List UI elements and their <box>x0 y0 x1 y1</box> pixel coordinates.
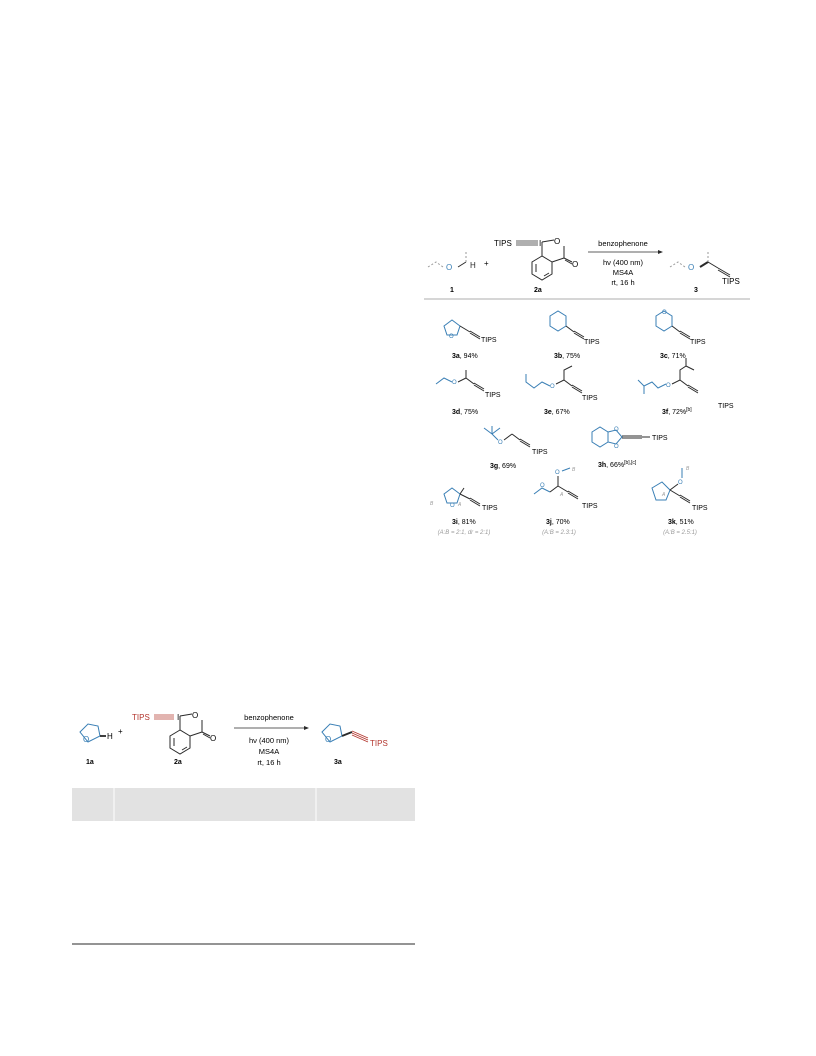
condition-2: hν (400 nm) <box>248 736 290 745</box>
tips-group: TIPS <box>485 392 501 399</box>
benziodoxolone-structure <box>170 714 210 754</box>
oxygen-atom: O <box>614 444 619 450</box>
entry-3i <box>430 488 498 536</box>
site-b-label: B <box>572 467 576 473</box>
tips-group: TIPS <box>582 503 598 510</box>
substrate-scope-figure <box>422 222 752 552</box>
site-a-label: A <box>560 492 564 498</box>
iodine-atom: I <box>177 713 180 722</box>
tips-group: TIPS <box>584 339 600 346</box>
product-tips: TIPS <box>370 739 388 748</box>
condition-1: benzophenone <box>598 239 648 248</box>
condition-2: hν (400 nm) <box>602 258 644 267</box>
tips-group: TIPS <box>692 505 708 512</box>
tips-group: TIPS <box>582 395 598 402</box>
hydrogen-atom: H <box>470 261 476 270</box>
entry-label: 3c, 71% <box>660 353 686 360</box>
site-b-label: B <box>686 466 690 472</box>
condition-4: rt, 16 h <box>257 758 281 767</box>
oxygen-atom: O <box>452 380 457 386</box>
oxygen-atom: O <box>555 470 560 476</box>
entry-3a <box>444 320 497 360</box>
substrate-label: 1 <box>450 287 454 294</box>
entry-label: 3g, 69% <box>490 463 517 470</box>
condition-3: MS4A <box>612 268 634 277</box>
entry-label: 3d, 75% <box>452 409 479 416</box>
plus-sign: + <box>118 727 123 736</box>
alkyne-bond <box>516 241 538 245</box>
product-label: 3 <box>694 287 698 294</box>
oxygen-atom: O <box>540 483 545 489</box>
entry-label: 3i, 81% <box>452 519 476 526</box>
entry-3b <box>550 311 600 360</box>
tips-group: TIPS <box>494 239 512 248</box>
table-header <box>72 788 415 821</box>
hydrogen-atom: H <box>107 732 113 741</box>
ring-oxygen: O <box>554 237 561 246</box>
alkyne-bond <box>154 715 174 719</box>
entry-label: 3j, 70% <box>546 519 570 526</box>
oxygen-atom: O <box>450 503 455 509</box>
condition-1: benzophenone <box>244 713 294 722</box>
entry-label: 3f, 72%[b] <box>662 407 692 416</box>
product-label: 3a <box>334 759 342 766</box>
oxygen-atom: O <box>446 263 453 272</box>
entry-label: 3k, 51% <box>668 519 694 526</box>
selectivity-ratio: (A:B = 2:1, dr = 2:1) <box>437 530 491 536</box>
plus-sign: + <box>484 259 489 268</box>
oxygen-atom: O <box>678 480 683 486</box>
tips-group: TIPS <box>652 435 668 442</box>
product-3-structure <box>670 250 730 277</box>
optimization-table-scheme <box>70 698 420 958</box>
tips-group: TIPS <box>481 337 497 344</box>
benziodoxolone-structure <box>532 240 572 280</box>
entry-3d <box>436 370 501 416</box>
entry-3g <box>484 426 548 470</box>
entry-3c <box>656 310 706 360</box>
oxygen-atom: O <box>325 735 332 744</box>
site-a-label: A <box>458 502 462 508</box>
condition-4: rt, 16 h <box>611 278 635 287</box>
site-a-label: A <box>662 492 666 498</box>
oxygen-atom: O <box>498 440 503 446</box>
oxygen-atom: O <box>614 427 619 433</box>
substrate-label: 1a <box>86 759 94 766</box>
scope-scheme <box>424 237 750 299</box>
entry-label: 3e, 67% <box>544 409 570 416</box>
condition-3: MS4A <box>258 747 280 756</box>
tips-group: TIPS <box>132 713 150 722</box>
carbonyl-oxygen: O <box>572 260 579 269</box>
reagent-label: 2a <box>534 287 542 294</box>
tips-group: TIPS <box>532 449 548 456</box>
product-oxygen: O <box>688 263 695 272</box>
oxygen-atom: O <box>550 384 555 390</box>
entry-label: 3b, 75% <box>554 353 581 360</box>
entry-3f <box>638 358 734 416</box>
entry-label: 3h, 66%[b],[c] <box>598 460 637 469</box>
oxygen-atom: O <box>666 383 671 389</box>
reagent-label: 2a <box>174 759 182 766</box>
entry-3e <box>526 366 598 416</box>
site-b-label: B <box>430 501 434 507</box>
tips-group: TIPS <box>482 505 498 512</box>
tips-group: TIPS <box>718 403 734 410</box>
carbonyl-oxygen: O <box>210 734 217 743</box>
ring-oxygen: O <box>192 711 199 720</box>
oxygen-atom: O <box>449 334 454 340</box>
entry-label: 3a, 94% <box>452 353 478 360</box>
entry-3h <box>592 427 668 469</box>
iodine-atom: I <box>539 239 542 248</box>
oxygen-atom: O <box>83 735 90 744</box>
selectivity-ratio: (A:B = 2.5:1) <box>663 530 697 536</box>
product-tips: TIPS <box>722 277 740 286</box>
oxygen-atom: O <box>662 310 667 316</box>
tips-group: TIPS <box>690 339 706 346</box>
selectivity-ratio: (A:B = 2.3:1) <box>542 530 576 536</box>
entry-3j <box>534 467 598 536</box>
entry-3k <box>652 466 708 536</box>
